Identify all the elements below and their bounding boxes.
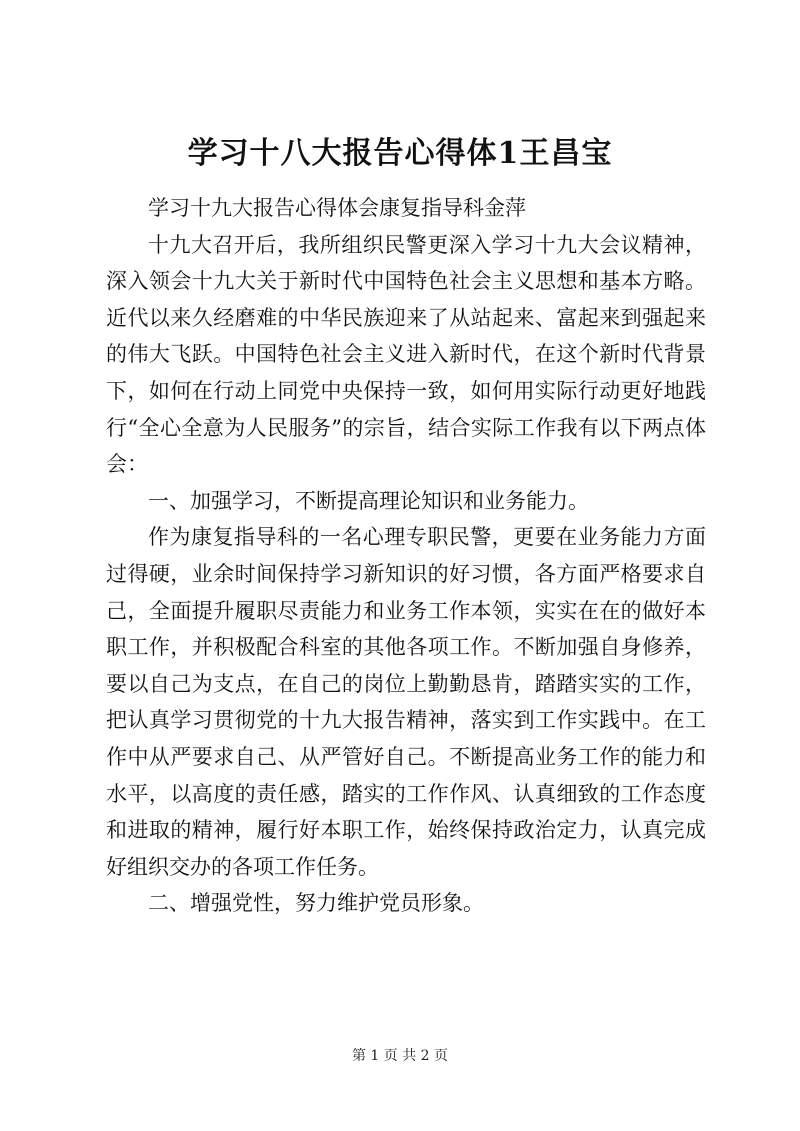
document-body <box>106 190 706 922</box>
body-paragraph-intro: 十九大召开后，我所组织民警更深入学习十九大会议精神，深入领会十九大关于新时代中国特色社会主义思想和基本方略。近代以来久经磨难的中华民族迎来了从站起来、富起来到强起来的伟大飞跃。中国特色社会主义进入新时代，在这个新时代背景下，如何在行动上同党中央保持一致，如何用实际行动更好地践行“全心全意为人民服务”的宗旨，结合实际工作我有以下两点体会： <box>106 232 706 477</box>
section-heading-two: 二、增强党性，努力维护党员形象。 <box>148 891 484 916</box>
document-title: 学习十八大报告心得体1王昌宝 <box>187 136 613 171</box>
section-heading-one: 一、加强学习，不断提高理论知识和业务能力。 <box>148 488 589 513</box>
subtitle-paragraph: 学习十九大报告心得体会康复指导科金萍 <box>148 196 526 220</box>
page-footer: 第 1 页 共 2 页 <box>351 1048 449 1064</box>
body-paragraph-section-one: 作为康复指导科的一名心理专职民警，更要在业务能力方面过得硬，业余时间保持学习新知识的好习惯，各方面严格要求自己，全面提升履职尽责能力和业务工作本领，实实在在的做好本职工作，并积极配合科室的其他各项工作。不断加强自身修养，要以自己为支点，在自己的岗位上勤勤恳肯，踏踏实实的工作，把认真学习贯彻党的十九大报告精神，落实到工作实践中。在工作中从严要求自己、从严管好自己。不断提高业务工作的能力和水平，以高度的责任感，踏实的工作作风、认真细致的工作态度和进取的精神，履行好本职工作，始终保持政治定力，认真完成好组织交办的各项工作任务。 <box>106 525 706 879</box>
